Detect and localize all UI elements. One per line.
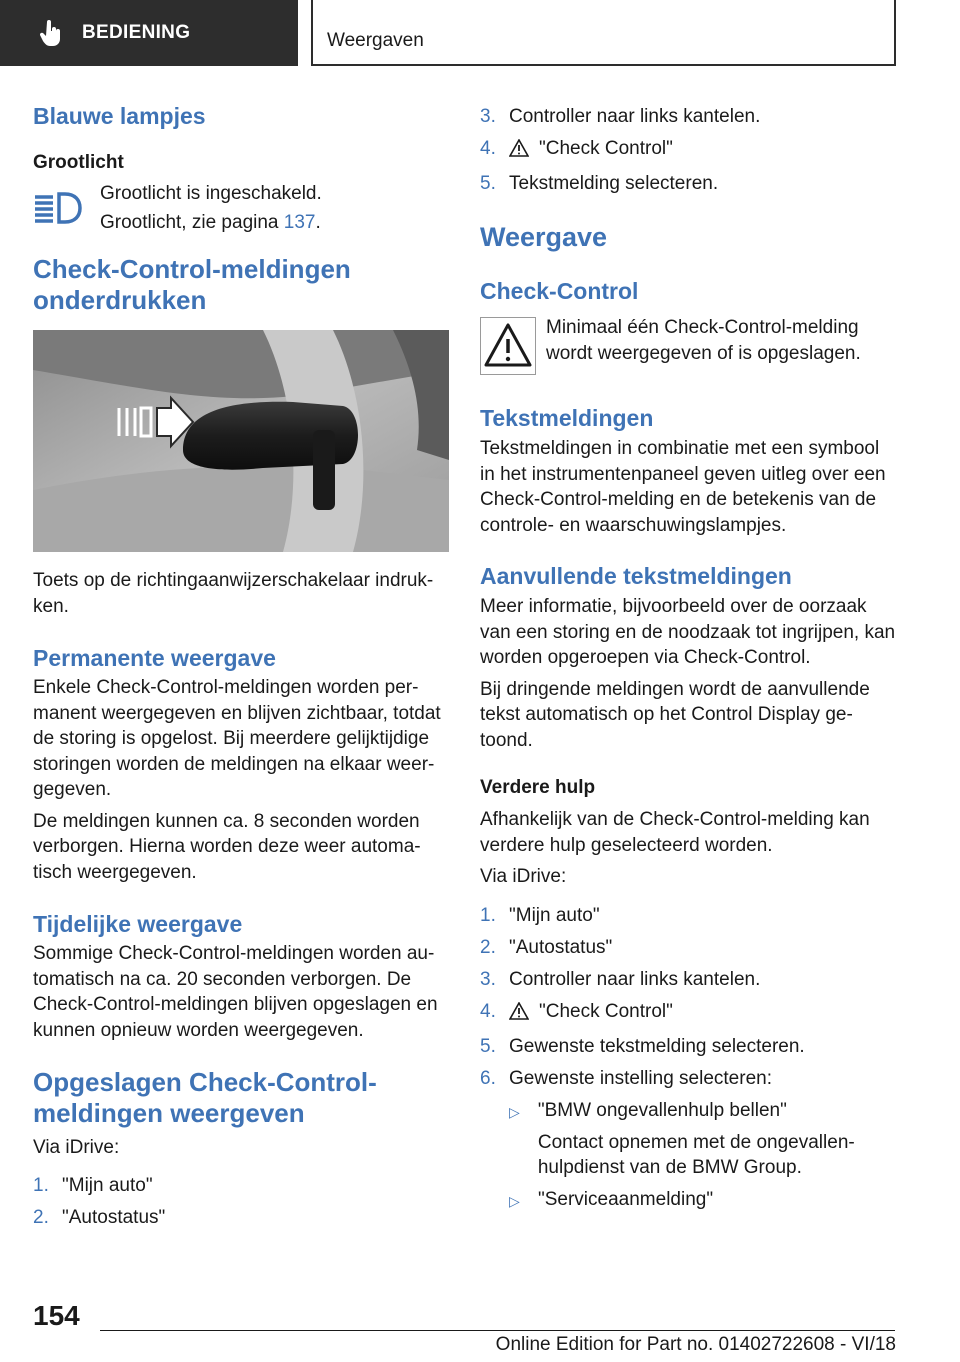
permanent-paragraph-1: Enkele Check-Control-meldingen worden per-manent weergegeven en blijven zichtbaar, totdat de storing is opgelost. Bij meerdere gelijktijdige storingen worden de meldingen na elkaar weer-gegeven.	[33, 677, 441, 800]
warning-triangle-icon	[509, 1002, 529, 1027]
list-item: 3. Controller naar links kantelen.	[480, 968, 761, 990]
topic-label: Weergaven	[327, 30, 424, 51]
high-beam-icon	[33, 180, 100, 238]
stored-heading: Opgeslagen Check-Control- meldingen weergeven	[33, 1067, 377, 1128]
triangle-bullet-icon: ▷	[509, 1103, 520, 1120]
list-item: 2. "Autostatus"	[33, 1206, 166, 1228]
permanent-paragraph-2: De meldingen kunnen ca. 8 seconden worden verborgen. Hierna worden deze weer automa-tisch weergegeven.	[33, 810, 421, 883]
check-control-block	[480, 315, 896, 380]
list-item: 4. "Check Control"	[480, 136, 896, 164]
help-paragraph: Afhankelijk van de Check-Control-melding kan verdere hulp geselecteerd worden.	[480, 809, 870, 856]
turn-signal-photo	[33, 330, 449, 552]
via-idrive-right: Via iDrive:	[480, 866, 567, 887]
sub-list-item: ▷ "BMW ongevallenhulp bellen" Contact opnemen met de ongevallen-hulpdienst van de BMW Group.	[509, 1099, 855, 1178]
warning-triangle-icon	[480, 315, 546, 380]
via-idrive-left: Via iDrive:	[33, 1137, 120, 1158]
permanent-heading: Permanente weergave	[33, 645, 276, 671]
photo-caption: Toets op de richtingaanwijzerschakelaar indruk-ken.	[33, 570, 434, 617]
right-column	[480, 104, 896, 1214]
high-beam-text-2: Grootlicht, zie pagina 137.	[100, 212, 321, 233]
temporary-paragraph: Sommige Check-Control-meldingen worden au-tomatisch na ca. 20 seconden verborgen. De Check-Control-meldingen blijven opgeslagen en kunnen opnieuw worden weergegeven.	[33, 943, 438, 1041]
list-item: 4. "Check Control"	[480, 999, 896, 1027]
suppress-heading: Check-Control-meldingen onderdrukken	[33, 254, 351, 315]
steps-right	[480, 903, 896, 1214]
chapter-label: BEDIENING	[82, 22, 191, 43]
check-control-text: Minimaal één Check-Control-melding wordt weergegeven of is opgeslagen.	[546, 317, 861, 364]
edition-text: Online Edition for Part no. 01402722608 - VI/18	[495, 1334, 896, 1355]
page-number: 154	[33, 1300, 80, 1331]
extra-messages-heading: Aanvullende tekstmeldingen	[480, 563, 792, 589]
list-item: 1. "Mijn auto"	[480, 904, 600, 926]
sub-list-item: ▷ "Serviceaanmelding"	[509, 1187, 896, 1214]
help-heading: Verdere hulp	[480, 777, 596, 798]
text-messages-paragraph: Tekstmeldingen in combinatie met een symbool in het instrumentenpaneel geven uitleg over een Check-Control-melding en de betekenis van de controle- en waarschuwingslampjes.	[480, 438, 886, 536]
left-column	[33, 100, 449, 1230]
list-item: 3. Controller naar links kantelen.	[480, 106, 761, 127]
extra-paragraph-1: Meer informatie, bijvoorbeeld over de oorzaak van een storing en de noodzaak tot ingrijpen, kan worden opgeroepen via Check-Control.	[480, 596, 896, 668]
text-messages-heading: Tekstmeldingen	[480, 405, 654, 431]
list-item: 5. Tekstmelding selecteren.	[480, 173, 719, 194]
list-item: 1. "Mijn auto"	[33, 1174, 153, 1196]
high-beam-text-1: Grootlicht is ingeschakeld.	[100, 183, 322, 204]
page-link[interactable]: 137	[283, 212, 316, 233]
blue-lamps-heading: Blauwe lampjes	[33, 103, 206, 129]
footer-divider	[100, 1330, 895, 1331]
topic-box	[311, 0, 896, 66]
warning-triangle-icon	[509, 139, 529, 164]
check-control-heading: Check-Control	[480, 278, 639, 304]
list-item: 2. "Autostatus"	[480, 936, 613, 958]
high-beam-heading: Grootlicht	[33, 152, 124, 173]
list-item: 5. Gewenste tekstmelding selecteren.	[480, 1035, 805, 1057]
extra-paragraph-2: Bij dringende meldingen wordt de aanvullende tekst automatisch op het Control Display ge-toond.	[480, 678, 870, 751]
chapter-tab	[0, 0, 298, 66]
hand-pointer-icon	[40, 18, 66, 48]
list-item: 6. Gewenste instelling selecteren:	[480, 1067, 772, 1089]
high-beam-block	[33, 180, 449, 238]
triangle-bullet-icon: ▷	[509, 1192, 520, 1209]
display-heading: Weergave	[480, 222, 608, 252]
steps-left	[33, 1173, 449, 1230]
temporary-heading: Tijdelijke weergave	[33, 911, 243, 937]
